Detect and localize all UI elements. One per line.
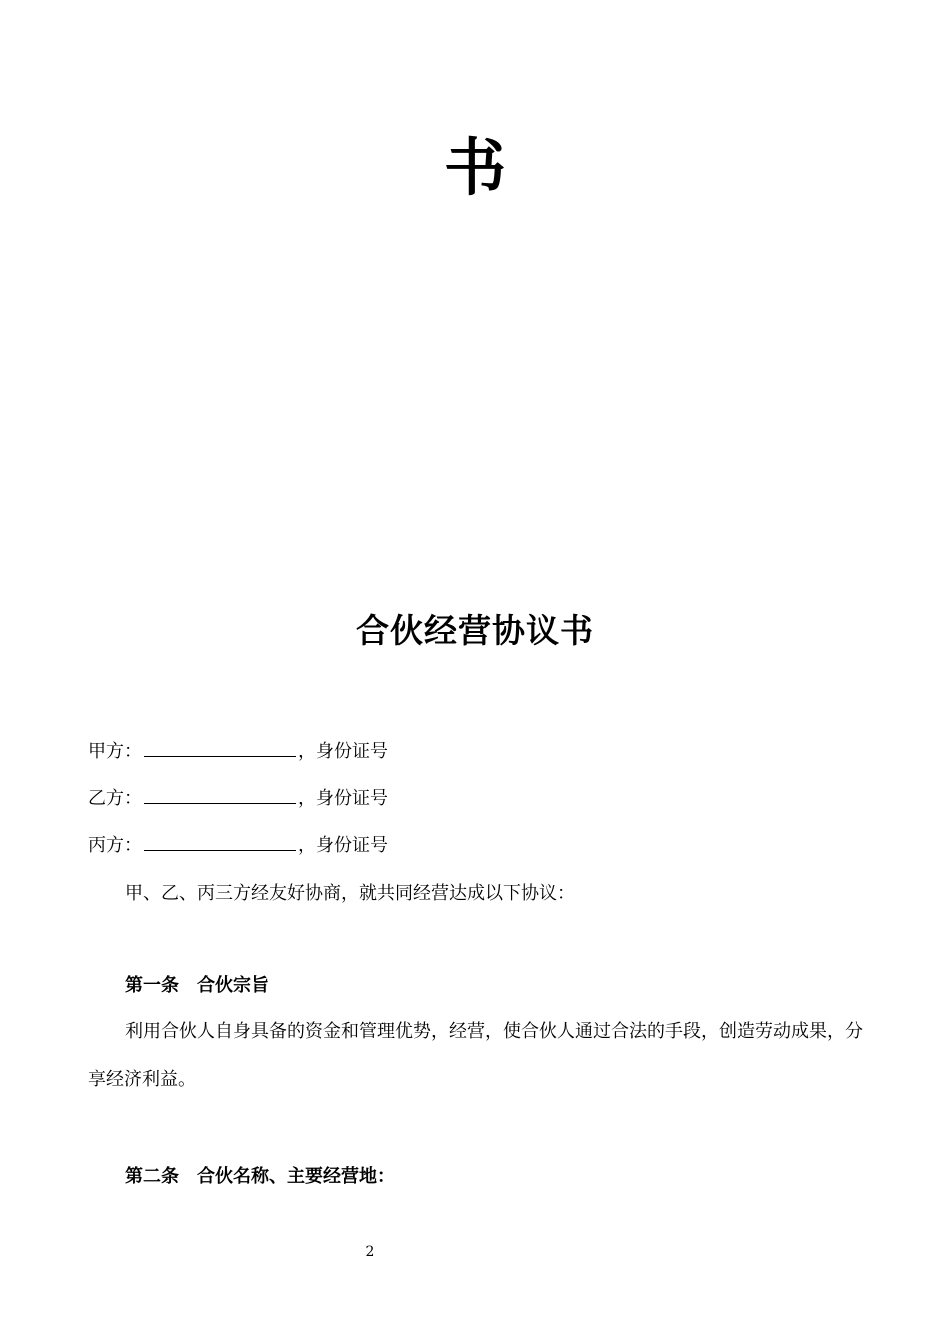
party-a-id-label: ，身份证号 [298,741,388,762]
party-a-label: 甲方： [88,741,142,762]
page-number: 2 [365,1244,375,1260]
document-title: 合伙经营协议书 [356,611,594,650]
party-c-name-blank[interactable] [144,832,296,851]
party-c-id-label: ，身份证号 [298,835,388,856]
party-b-id-label: ，身份证号 [298,788,388,809]
article-1-heading [125,972,269,1000]
party-a-name-blank[interactable] [144,738,296,757]
party-c-label: 丙方： [88,835,142,856]
article-1-body: 利用合伙人自身具备的资金和管理优势，经营，使合伙人通过合法的手段，创造劳动成果，分享经济利益。 [88,1021,863,1090]
party-b-line [88,785,388,813]
intro-paragraph: 甲、乙、丙三方经友好协商，就共同经营达成以下协议： [125,883,575,904]
party-b-label: 乙方： [88,788,142,809]
article-2-title: 合伙名称、主要经营地： [197,1166,395,1187]
article-2-heading [125,1163,395,1191]
party-a-line [88,738,388,766]
cover-large-character: 书 [443,131,506,204]
article-1-number: 第一条 [125,975,179,996]
party-b-name-blank[interactable] [144,785,296,804]
party-c-line [88,832,388,860]
article-1-title: 合伙宗旨 [197,975,269,996]
article-2-number: 第二条 [125,1166,179,1187]
